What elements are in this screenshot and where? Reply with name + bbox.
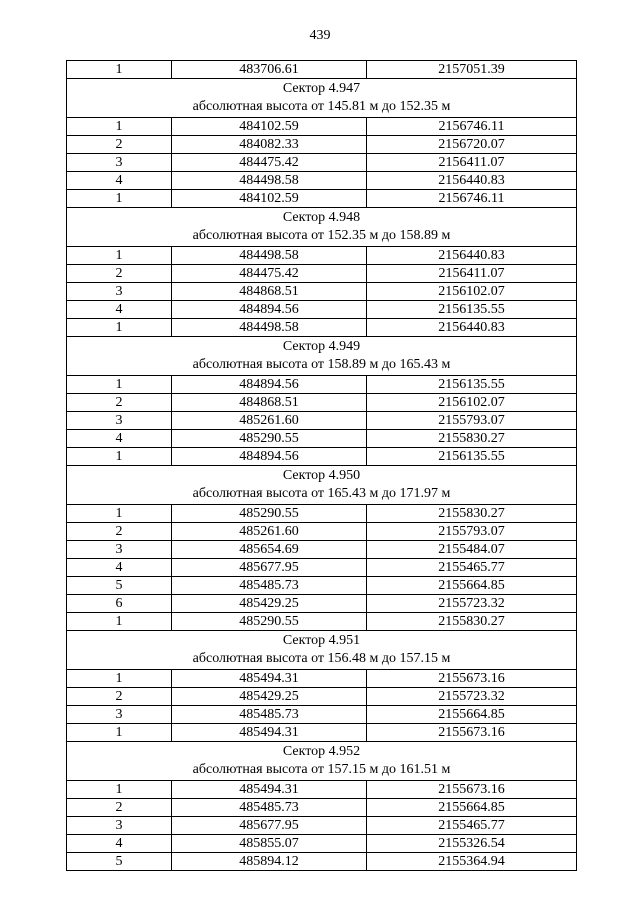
coord-x: 484475.42 bbox=[172, 154, 367, 172]
sector-header-row bbox=[67, 208, 577, 247]
coord-y: 2156102.07 bbox=[367, 394, 577, 412]
table-row bbox=[67, 283, 577, 301]
coord-x: 485494.31 bbox=[172, 781, 367, 799]
sector-header bbox=[67, 631, 577, 670]
coord-y: 2155465.77 bbox=[367, 817, 577, 835]
coord-y: 2156746.11 bbox=[367, 190, 577, 208]
table-row bbox=[67, 61, 577, 79]
coord-x: 484894.56 bbox=[172, 301, 367, 319]
coord-y: 2156135.55 bbox=[367, 376, 577, 394]
page-number: 439 bbox=[309, 28, 331, 43]
point-number: 1 bbox=[67, 670, 172, 688]
sector-altitude: абсолютная высота от 158.89 м до 165.43 м bbox=[192, 357, 451, 372]
point-number: 2 bbox=[67, 523, 172, 541]
point-number: 3 bbox=[67, 706, 172, 724]
coord-x: 485485.73 bbox=[172, 577, 367, 595]
point-number: 6 bbox=[67, 595, 172, 613]
coord-y: 2157051.39 bbox=[367, 61, 577, 79]
coord-x: 484082.33 bbox=[172, 136, 367, 154]
table-row bbox=[67, 670, 577, 688]
table-row bbox=[67, 523, 577, 541]
table-row bbox=[67, 430, 577, 448]
coord-y: 2155830.27 bbox=[367, 505, 577, 523]
table-row bbox=[67, 448, 577, 466]
point-number: 1 bbox=[67, 505, 172, 523]
point-number: 2 bbox=[67, 688, 172, 706]
coord-x: 485290.55 bbox=[172, 430, 367, 448]
sector-altitude: абсолютная высота от 165.43 м до 171.97 м bbox=[192, 486, 451, 501]
coord-x: 485485.73 bbox=[172, 706, 367, 724]
table-row bbox=[67, 265, 577, 283]
sector-title: Сектор 4.951 bbox=[282, 633, 361, 648]
point-number: 1 bbox=[67, 118, 172, 136]
coord-x: 484868.51 bbox=[172, 394, 367, 412]
coord-x: 485494.31 bbox=[172, 670, 367, 688]
sector-header bbox=[67, 208, 577, 247]
coord-x: 485494.31 bbox=[172, 724, 367, 742]
coord-y: 2156135.55 bbox=[367, 448, 577, 466]
table-row bbox=[67, 412, 577, 430]
coord-x: 484102.59 bbox=[172, 118, 367, 136]
coord-x: 485261.60 bbox=[172, 412, 367, 430]
coord-x: 485429.25 bbox=[172, 688, 367, 706]
coord-x: 485290.55 bbox=[172, 505, 367, 523]
table-row bbox=[67, 835, 577, 853]
point-number: 2 bbox=[67, 799, 172, 817]
table-row bbox=[67, 190, 577, 208]
coord-y: 2155465.77 bbox=[367, 559, 577, 577]
coord-x: 485429.25 bbox=[172, 595, 367, 613]
coord-x: 485894.12 bbox=[172, 853, 367, 871]
coord-y: 2156440.83 bbox=[367, 172, 577, 190]
point-number: 1 bbox=[67, 781, 172, 799]
sector-header-row bbox=[67, 79, 577, 118]
coord-y: 2156411.07 bbox=[367, 154, 577, 172]
coord-y: 2156440.83 bbox=[367, 319, 577, 337]
sector-altitude: абсолютная высота от 157.15 м до 161.51 м bbox=[192, 762, 451, 777]
point-number: 1 bbox=[67, 319, 172, 337]
point-number: 3 bbox=[67, 283, 172, 301]
point-number: 3 bbox=[67, 412, 172, 430]
table-row bbox=[67, 394, 577, 412]
point-number: 1 bbox=[67, 247, 172, 265]
coord-y: 2155664.85 bbox=[367, 706, 577, 724]
sector-title: Сектор 4.950 bbox=[282, 468, 361, 483]
table-row bbox=[67, 136, 577, 154]
sector-header bbox=[67, 337, 577, 376]
coord-y: 2155326.54 bbox=[367, 835, 577, 853]
point-number: 3 bbox=[67, 817, 172, 835]
coord-x: 485261.60 bbox=[172, 523, 367, 541]
coord-y: 2155793.07 bbox=[367, 523, 577, 541]
coordinates-table bbox=[66, 60, 577, 871]
point-number: 4 bbox=[67, 835, 172, 853]
table-row bbox=[67, 505, 577, 523]
table-row bbox=[67, 595, 577, 613]
table-row bbox=[67, 706, 577, 724]
table-row bbox=[67, 724, 577, 742]
sector-altitude: абсолютная высота от 152.35 м до 158.89 м bbox=[192, 228, 451, 243]
table-row bbox=[67, 688, 577, 706]
table-row bbox=[67, 154, 577, 172]
coord-x: 484894.56 bbox=[172, 376, 367, 394]
table-row bbox=[67, 118, 577, 136]
sector-header bbox=[67, 79, 577, 118]
point-number: 1 bbox=[67, 724, 172, 742]
point-number: 5 bbox=[67, 577, 172, 595]
coord-x: 484498.58 bbox=[172, 319, 367, 337]
coord-x: 484498.58 bbox=[172, 172, 367, 190]
table-row bbox=[67, 376, 577, 394]
coord-y: 2155830.27 bbox=[367, 430, 577, 448]
sector-title: Сектор 4.949 bbox=[282, 339, 361, 354]
point-number: 1 bbox=[67, 613, 172, 631]
table-row bbox=[67, 799, 577, 817]
table-row bbox=[67, 172, 577, 190]
point-number: 1 bbox=[67, 448, 172, 466]
table-row bbox=[67, 247, 577, 265]
table-row bbox=[67, 781, 577, 799]
point-number: 4 bbox=[67, 301, 172, 319]
coord-y: 2155723.32 bbox=[367, 688, 577, 706]
sector-header-row bbox=[67, 742, 577, 781]
coord-x: 485677.95 bbox=[172, 559, 367, 577]
coord-y: 2156720.07 bbox=[367, 136, 577, 154]
table-row bbox=[67, 613, 577, 631]
coord-y: 2155673.16 bbox=[367, 781, 577, 799]
point-number: 1 bbox=[67, 190, 172, 208]
point-number: 2 bbox=[67, 265, 172, 283]
coord-x: 484475.42 bbox=[172, 265, 367, 283]
table-row bbox=[67, 817, 577, 835]
coord-x: 483706.61 bbox=[172, 61, 367, 79]
coord-x: 485485.73 bbox=[172, 799, 367, 817]
coord-y: 2155664.85 bbox=[367, 577, 577, 595]
sector-title: Сектор 4.952 bbox=[282, 744, 361, 759]
coord-x: 485654.69 bbox=[172, 541, 367, 559]
coord-y: 2155793.07 bbox=[367, 412, 577, 430]
coord-y: 2156135.55 bbox=[367, 301, 577, 319]
point-number: 4 bbox=[67, 172, 172, 190]
sector-header bbox=[67, 742, 577, 781]
point-number: 5 bbox=[67, 853, 172, 871]
coord-x: 485290.55 bbox=[172, 613, 367, 631]
coord-x: 484498.58 bbox=[172, 247, 367, 265]
sector-header-row bbox=[67, 631, 577, 670]
table-row bbox=[67, 559, 577, 577]
point-number: 3 bbox=[67, 154, 172, 172]
table-row bbox=[67, 577, 577, 595]
coord-y: 2155673.16 bbox=[367, 670, 577, 688]
sector-altitude: абсолютная высота от 145.81 м до 152.35 м bbox=[192, 99, 451, 114]
point-number: 2 bbox=[67, 136, 172, 154]
point-number: 2 bbox=[67, 394, 172, 412]
table-row bbox=[67, 541, 577, 559]
point-number: 3 bbox=[67, 541, 172, 559]
sector-header-row bbox=[67, 466, 577, 505]
point-number: 1 bbox=[67, 61, 172, 79]
coord-x: 485855.07 bbox=[172, 835, 367, 853]
coord-y: 2155664.85 bbox=[367, 799, 577, 817]
table-row bbox=[67, 319, 577, 337]
coord-y: 2155830.27 bbox=[367, 613, 577, 631]
point-number: 4 bbox=[67, 430, 172, 448]
coord-x: 484102.59 bbox=[172, 190, 367, 208]
sector-altitude: абсолютная высота от 156.48 м до 157.15 м bbox=[192, 651, 451, 666]
coord-y: 2156440.83 bbox=[367, 247, 577, 265]
coord-y: 2155723.32 bbox=[367, 595, 577, 613]
coord-y: 2156411.07 bbox=[367, 265, 577, 283]
point-number: 1 bbox=[67, 376, 172, 394]
coord-y: 2155673.16 bbox=[367, 724, 577, 742]
coord-y: 2156102.07 bbox=[367, 283, 577, 301]
coord-y: 2156746.11 bbox=[367, 118, 577, 136]
point-number: 4 bbox=[67, 559, 172, 577]
coordinates-table-body bbox=[67, 61, 577, 871]
coord-y: 2155364.94 bbox=[367, 853, 577, 871]
table-row bbox=[67, 853, 577, 871]
sector-header-row bbox=[67, 337, 577, 376]
sector-title: Сектор 4.948 bbox=[282, 210, 361, 225]
coord-x: 485677.95 bbox=[172, 817, 367, 835]
table-row bbox=[67, 301, 577, 319]
coord-y: 2155484.07 bbox=[367, 541, 577, 559]
coord-x: 484868.51 bbox=[172, 283, 367, 301]
sector-header bbox=[67, 466, 577, 505]
coord-x: 484894.56 bbox=[172, 448, 367, 466]
sector-title: Сектор 4.947 bbox=[282, 81, 361, 96]
